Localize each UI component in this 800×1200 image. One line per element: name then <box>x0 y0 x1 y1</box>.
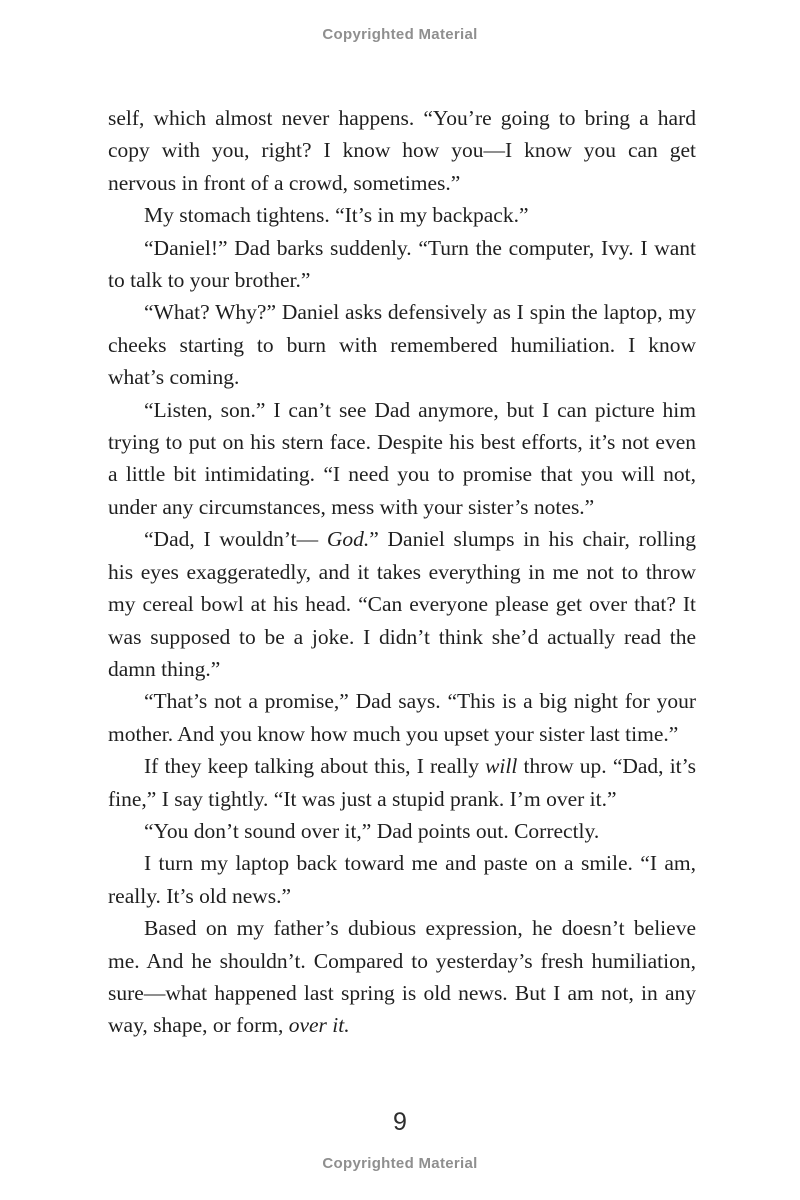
paragraph <box>108 523 696 685</box>
text-segment: My stomach tightens. “It’s in my backpack.” <box>144 203 529 228</box>
text-segment: “What? Why?” Daniel asks defensively as I spin the laptop, my cheeks starting to burn with remembered humiliation. I know what’s coming. <box>108 300 696 390</box>
paragraph <box>108 685 696 750</box>
paragraph <box>108 296 696 393</box>
italic-text-segment: God. <box>326 527 370 552</box>
text-segment: “That’s not a promise,” Dad says. “This is a big night for your mother. And you know how much you upset your sister last time.” <box>108 689 696 746</box>
paragraph <box>108 102 696 199</box>
text-segment: “You don’t sound over it,” Dad points out. Correctly. <box>144 818 600 843</box>
text-segment: If they keep talking about this, I really <box>144 754 486 779</box>
text-segment: “Listen, son.” I can’t see Dad anymore, but I can picture him trying to put on his stern face. Despite his best efforts, it’s not even a little bit intimidating. “I need you to promise that you will not, under any circumstances, mess with your sister’s notes.” <box>108 397 696 519</box>
text-segment: Based on my father’s dubious expression, he doesn’t believe me. And he shouldn’t. Compared to yesterday’s fresh humiliation, sure—what happened last spring is old news. But I am not, in any way, shape, or form, <box>108 916 696 1038</box>
text-segment: throw up. “Dad, it’s fine,” I say tightly. “It was just a stupid prank. I’m over it.” <box>108 754 696 811</box>
paragraph <box>108 232 696 297</box>
paragraph <box>108 750 696 815</box>
paragraph <box>108 815 696 847</box>
copyright-notice-bottom: Copyrighted Material <box>322 1155 478 1172</box>
paragraph <box>108 199 696 231</box>
paragraph <box>108 394 696 524</box>
copyright-notice-top: Copyrighted Material <box>322 26 478 43</box>
page-body <box>108 102 696 1042</box>
text-segment: “Daniel!” Dad barks suddenly. “Turn the computer, Ivy. I want to talk to your brother.” <box>108 235 696 293</box>
paragraph <box>108 912 696 1042</box>
paragraph <box>108 847 696 912</box>
text-segment: ” Daniel slumps in his chair, rolling his eyes exaggeratedly, and it takes everything in me not to throw my cereal bowl at his head. “Can everyone please get over that? It was supposed to be a joke. I didn’t think she’d actually read the damn thing.” <box>108 527 696 681</box>
text-segment: “Dad, I wouldn’t— <box>144 527 327 552</box>
page-number: 9 <box>393 1108 407 1136</box>
italic-text-segment: will <box>485 754 518 779</box>
text-segment: I turn my laptop back toward me and paste on a smile. “I am, really. It’s old news.” <box>108 851 696 908</box>
text-segment: self, which almost never happens. “You’re going to bring a hard copy with you, right? I know how you—I know you can get nervous in front of a crowd, sometimes.” <box>108 106 696 195</box>
italic-text-segment: over it. <box>288 1013 350 1038</box>
